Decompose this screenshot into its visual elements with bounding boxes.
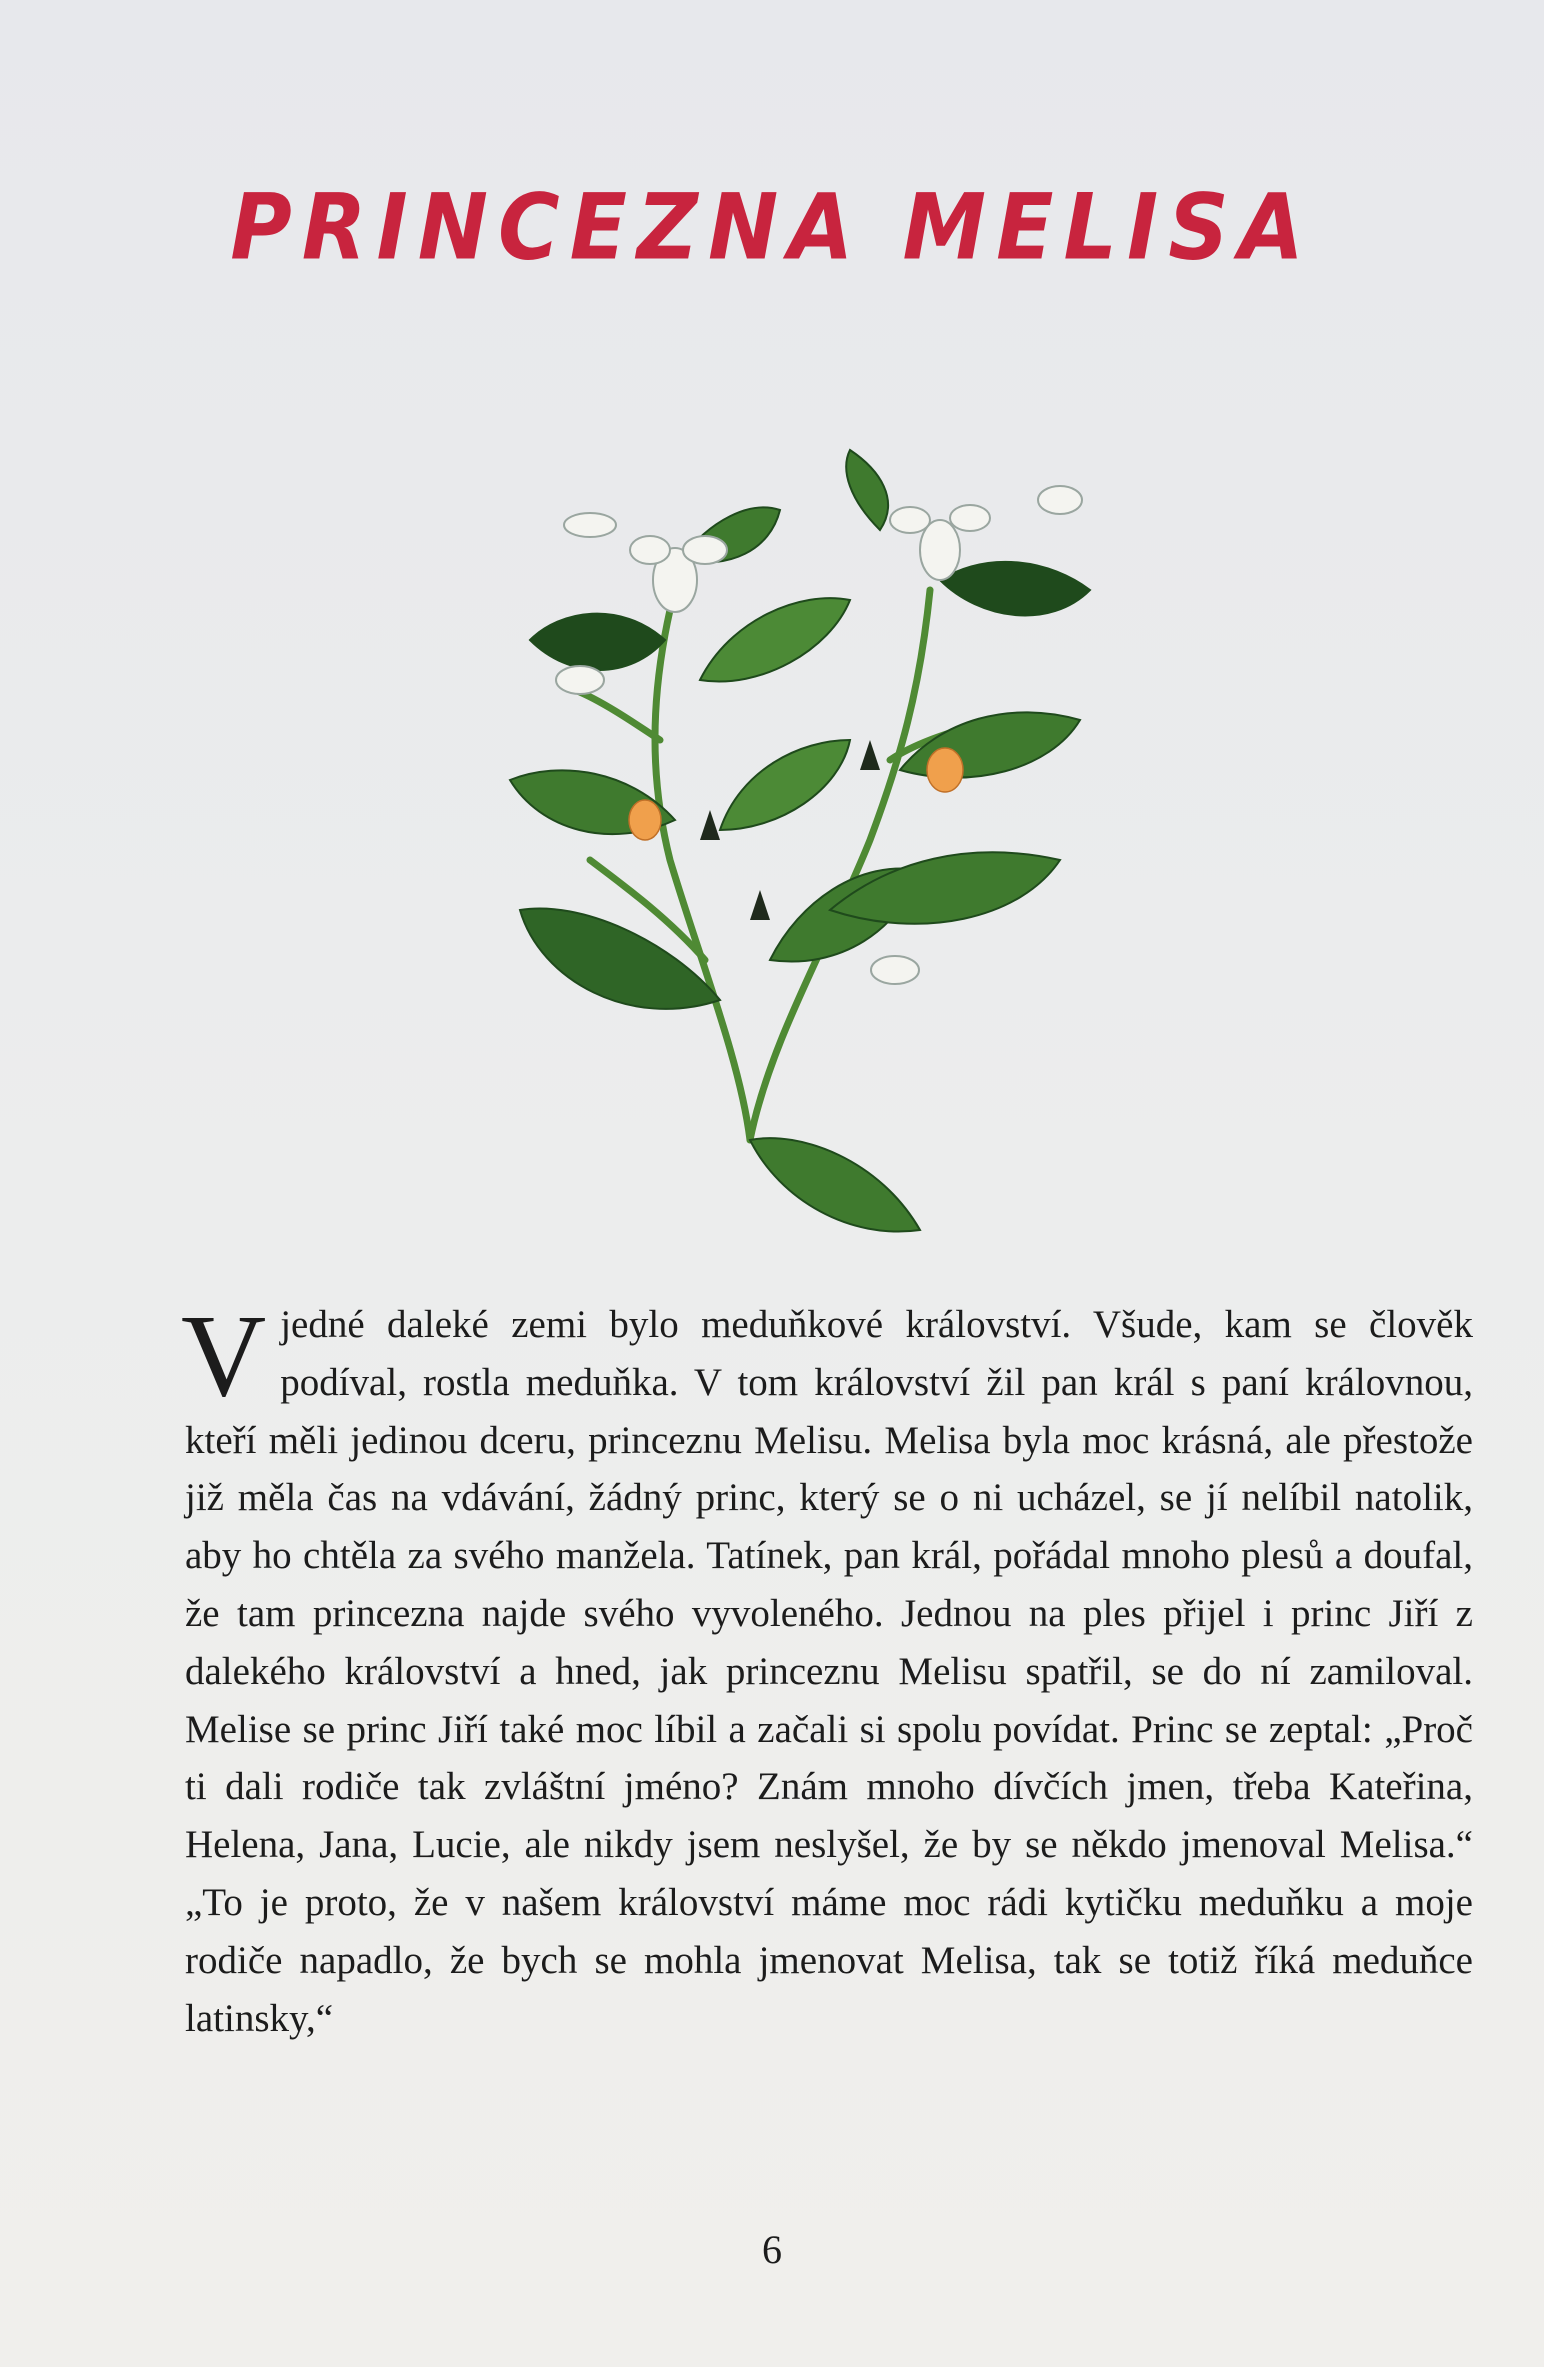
story-text [181, 1290, 1473, 2047]
story-paragraph: jedné daleké zemi bylo meduňkové království. Všude, kam se člověk podíval, rostla meduňka. V tom království žil pan král s paní královnou, kteří měli jedinou dceru, princeznu Melisu. Melisa byla moc krásná, ale přestože již měla čas na vdávání, žádný princ, který se o ni ucházel, se jí nelíbil natolik, aby ho chtěla za svého manžela. Tatínek, pan král, pořádal mnoho plesů a doufal, že tam princezna najde svého vyvoleného. Jednou na ples přijel i princ Jiří z dalekého království a hned, jak princeznu Melisu spatřil, se do ní zamiloval. Melise se princ Jiří také moc líbil a začali si spolu povídat. Princ se zeptal: „Proč ti dali rodiče tak zvláštní jméno? Znám mnoho dívčích jmen, třeba Kateřina, Helena, Jana, Lucie, ale nikdy jsem neslyšel, že by se někdo jmenoval Melisa.“ „To je proto, že v našem království máme moc rádi kytičku meduňku a moje rodiče napadlo, že bych se mohla jmenovat Melisa, tak se totiž říká meduňce latinsky,“ [185, 1303, 1473, 2040]
leaves [510, 450, 1090, 1232]
page-number: 6 [762, 2227, 782, 2272]
lemon-balm-illustration [500, 440, 1140, 1240]
page-title: PRINCEZNA MELISA [230, 174, 1314, 280]
drop-cap: V [181, 1290, 267, 1421]
